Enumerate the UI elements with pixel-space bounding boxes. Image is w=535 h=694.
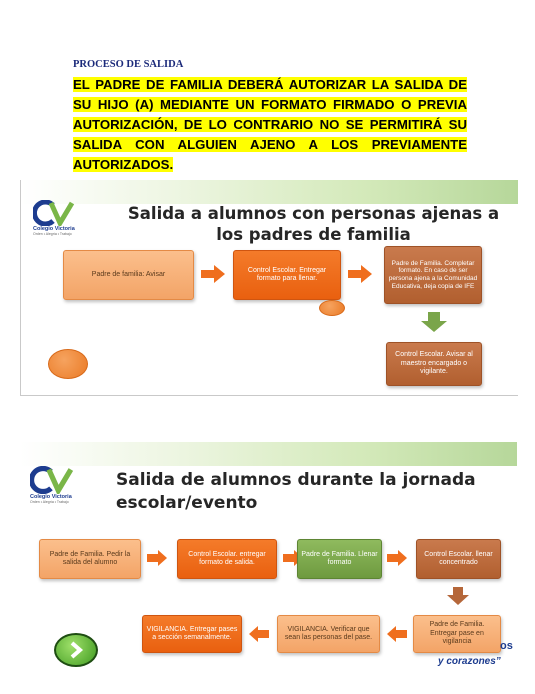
flow-step-fill-record: Control Escolar. llenar concentrado (416, 539, 501, 579)
flow-step-give-exit-form: Control Escolar. entregar formato de salida. (177, 539, 277, 579)
decorative-oval (319, 300, 345, 316)
chevron-right-icon (67, 641, 85, 659)
down-arrow-icon (421, 312, 447, 332)
school-logo (33, 200, 75, 236)
flow-step-give-form: Control Escolar. Entregar formato para llenar. (233, 250, 341, 300)
exit-policy-paragraph (73, 75, 467, 175)
cv-logo-icon (30, 466, 74, 494)
watermark-text: os (500, 640, 513, 652)
right-arrow-icon (387, 550, 407, 566)
flow-step-request-exit: Padre de Familia. Pedir la salida del alumno (39, 539, 141, 579)
flow-step-verify-persons: VIGILANCIA. Verificar que sean las personas del pase. (277, 615, 380, 653)
flow-step-complete-form: Padre de Familia. Completar formato. En caso de ser persona ajena a la Comunidad Educativa, deja copia de IFE (384, 246, 482, 304)
flow-step-notify-teacher: Control Escolar. Avisar al maestro encargado o vigilante. (386, 342, 482, 386)
decorative-oval (48, 349, 88, 379)
cv-logo-icon (33, 200, 75, 226)
slide-title-line-1: Salida de alumnos durante la jornada (116, 470, 476, 490)
down-arrow-icon (447, 587, 469, 605)
slide-visitor-exit (20, 180, 518, 396)
right-arrow-icon (201, 265, 225, 283)
logo-name: Colegio Victoria (33, 226, 75, 232)
section-heading: PROCESO DE SALIDA (73, 59, 184, 70)
flow-step-fill-form: Padre de Familia. Llenar formato (297, 539, 382, 579)
flow-step-notify: Padre de familia: Avisar (63, 250, 194, 300)
slide-top-bar (20, 442, 517, 466)
watermark-slogan: y corazones” (438, 656, 501, 667)
slide-title-line-2: escolar/evento (116, 493, 258, 513)
slide-title-line-1: Salida a alumnos con personas ajenas a (127, 204, 500, 223)
right-arrow-icon (348, 265, 372, 283)
right-arrow-icon (147, 550, 167, 566)
logo-name: Colegio Victoria (30, 494, 72, 500)
highlighted-text: EL PADRE DE FAMILIA DEBERÁ AUTORIZAR LA SALIDA DE SU HIJO (A) MEDIANTE UN FORMATO FIRMADO O PREVIA AUTORIZACIÓN, DE LO CONTRARIO NO SE PERMITIRÁ SU SALIDA CON ALGUIEN AJENO A LOS PREVIAMENTE AUTORIZADOS. (73, 77, 467, 172)
school-logo (30, 466, 74, 504)
left-arrow-icon (387, 626, 407, 642)
slide-school-hours-exit (20, 442, 517, 674)
next-slide-button[interactable] (54, 633, 98, 667)
logo-motto: Orden • Alegría • Trabajo (30, 500, 69, 504)
slide-title-line-2: los padres de familia (216, 225, 411, 244)
slide-title (116, 469, 476, 515)
slide-top-bar (21, 180, 518, 204)
slide-title (121, 203, 506, 245)
left-arrow-icon (249, 626, 269, 642)
logo-motto: Orden • Alegría • Trabajo (33, 232, 72, 236)
flow-step-deliver-passes: VIGILANCIA. Entregar pases a sección semanalmente. (142, 615, 242, 653)
flow-step-hand-pass: Padre de Familia. Entregar pase en vigilancia (413, 615, 501, 653)
